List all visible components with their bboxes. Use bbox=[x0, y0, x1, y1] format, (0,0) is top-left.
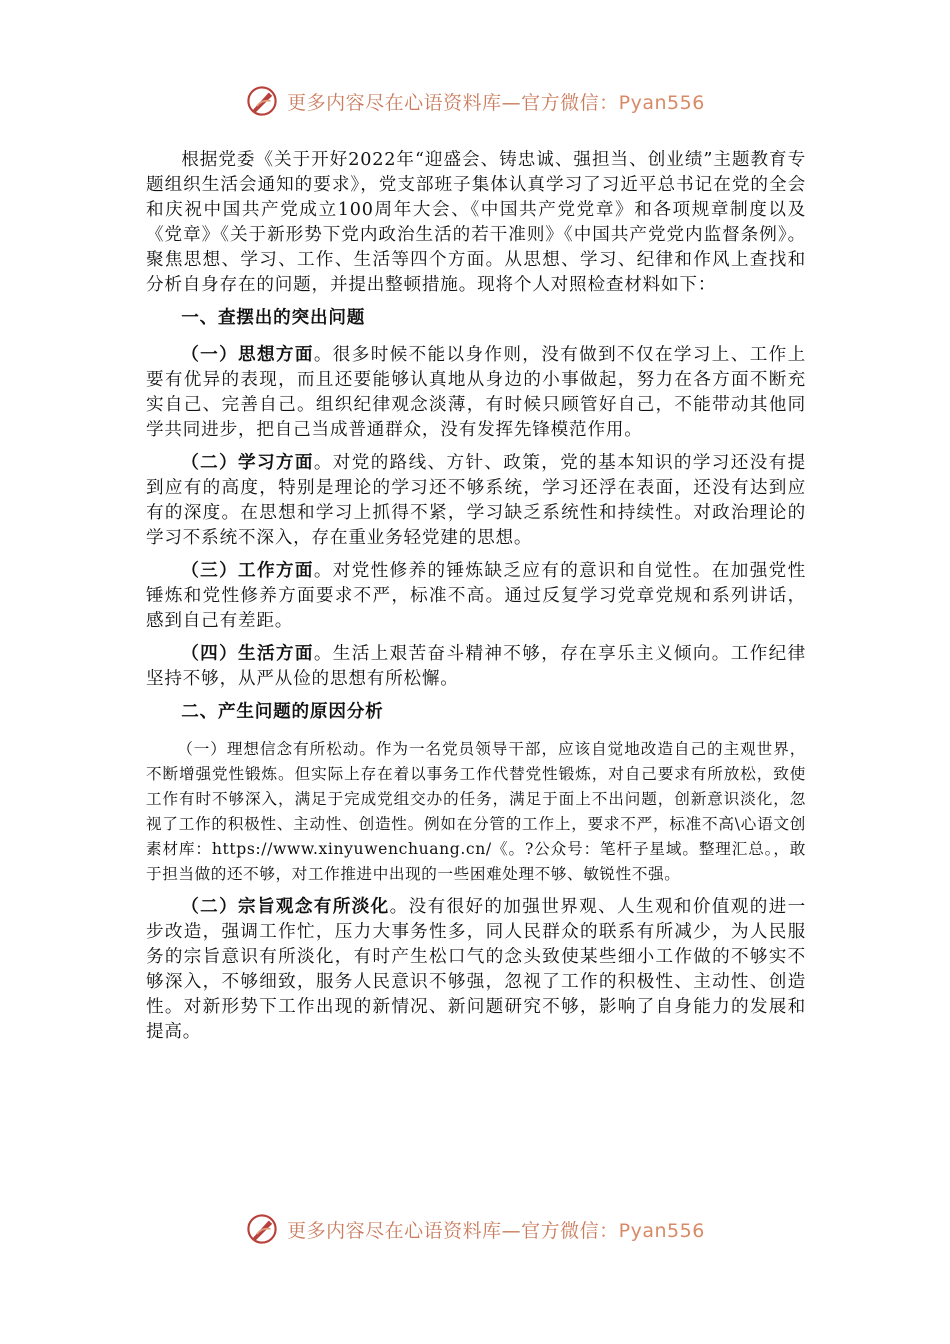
pen-logo-icon bbox=[245, 1212, 279, 1246]
problem-study: （二）学习方面。对党的路线、方针、政策，党的基本知识的学习还没有提到应有的高度，特别是理论的学习还不够系统，学习还浮在表面，还没有达到应有的深度。在思想和学习上抓得不紧，学习缺乏系统性和持续性。对政治理论的学习不系统不深入，存在重业务轻党建的思想。 bbox=[146, 453, 806, 548]
section1-heading: 一、查摆出的突出问题 bbox=[181, 308, 366, 328]
pen-logo-icon bbox=[245, 84, 279, 118]
problem-thought: （一）思想方面。很多时候不能以身作则，没有做到不仅在学习上、工作上要有优异的表现，而且还要能够认真地从身边的小事做起，努力在各方面不断充实自己、完善自己。组织纪律观念淡薄，有时候只顾管好自己，不能带动其他同学共同进步，把自己当成普通群众，没有发挥先锋模范作用。 bbox=[146, 345, 806, 440]
problem-life: （四）生活方面。生活上艰苦奋斗精神不够，存在享乐主义倾向。工作纪律坚持不够，从严从俭的思想有所松懈。 bbox=[146, 644, 806, 689]
cause-purpose: （二）宗旨观念有所淡化。没有很好的加强世界观、人生观和价值观的进一步改造，强调工作忙，压力大事务性多，同人民群众的联系有所减少，为人民服务的宗旨意识有所淡化，有时产生松口气的念头致使某些细小工作做的不够实不够深入，不够细致，服务人民意识不够强，忽视了工作的积极性、主动性、创造性。对新形势下工作出现的新情况、新问题研究不够，影响了自身能力的发展和提高。 bbox=[146, 897, 806, 1042]
header-banner bbox=[0, 84, 950, 118]
footer-banner bbox=[0, 1212, 950, 1246]
document-body bbox=[146, 148, 806, 1053]
problem-work: （三）工作方面。对党性修养的锤炼缺乏应有的意识和自觉性。在加强党性锤炼和党性修养方面要求不严，标准不高。通过反复学习党章党规和系列讲话，感到自己有差距。 bbox=[146, 561, 806, 631]
cause-ideals: （一）理想信念有所松动。作为一名党员领导干部，应该自觉地改造自己的主观世界，不断增强党性锻炼。但实际上存在着以事务工作代替党性锻炼，对自己要求有所放松，致使工作有时不够深入，满足于完成党组交办的任务，满足于面上不出问题，创新意识淡化，忽视了工作的积极性、主动性、创造性。例如在分管的工作上，要求不严，标准不高\心语文创素材库：https://www.xinyuwenchuang.cn/《。?公众号：笔杆子星域。整理汇总。，敢于担当做的还不够，对工作推进中出现的一些困难处理不够、敏锐性不强。 bbox=[146, 740, 806, 883]
banner-text: 更多内容尽在心语资料库—官方微信：Pyan556 bbox=[287, 91, 705, 114]
intro-paragraph: 根据党委《关于开好2022年“迎盛会、铸忠诚、强担当、创业绩”主题教育专题组织生活会通知的要求》，党支部班子集体认真学习了习近平总书记在党的全会和庆祝中国共产党成立100周年大会、《中国共产党党章》和各项规章制度以及《党章》《关于新形势下党内政治生活的若干准则》《中国共产党党内监督条例》。聚焦思想、学习、工作、生活等四个方面。从思想、学习、纪律和作风上查找和分析自身存在的问题，并提出整顿措施。现将个人对照检查材料如下： bbox=[146, 150, 806, 295]
banner-text: 更多内容尽在心语资料库—官方微信：Pyan556 bbox=[287, 1219, 705, 1242]
section2-heading: 二、产生问题的原因分析 bbox=[181, 702, 384, 722]
